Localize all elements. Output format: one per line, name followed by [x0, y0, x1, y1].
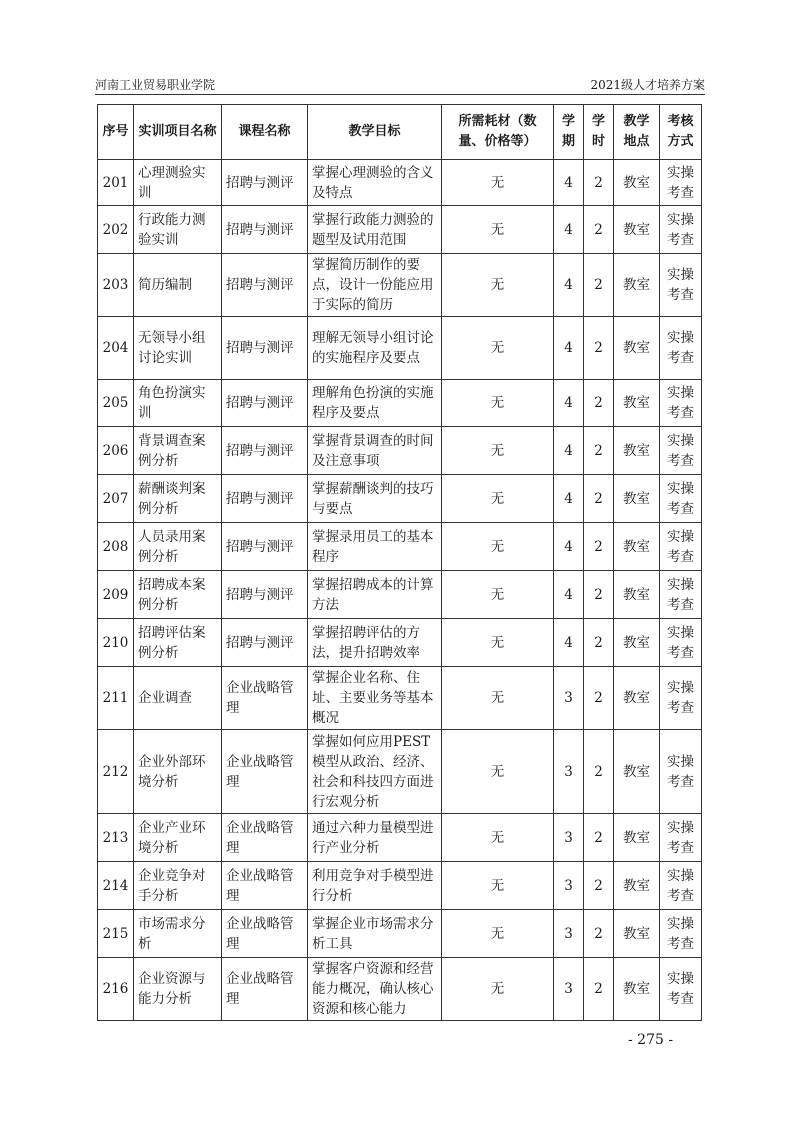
cell-exam-method: 实操考查 — [660, 862, 702, 910]
cell-project-name: 简历编制 — [134, 254, 222, 317]
cell-no: 204 — [98, 317, 134, 380]
cell-course-name: 招聘与测评 — [222, 317, 308, 380]
cell-teaching-goal: 掌握企业市场需求分析工具 — [308, 910, 442, 958]
cell-hours: 2 — [584, 667, 614, 730]
cell-location: 教室 — [614, 523, 660, 571]
table-row — [98, 814, 702, 862]
cell-teaching-goal: 掌握招聘评估的方法，提升招聘效率 — [308, 619, 442, 667]
cell-exam-method: 实操考查 — [660, 730, 702, 814]
cell-materials: 无 — [442, 523, 554, 571]
header-project-name: 实训项目名称 — [134, 105, 222, 160]
cell-hours: 2 — [584, 160, 614, 206]
cell-course-name: 招聘与测评 — [222, 160, 308, 206]
cell-project-name: 企业外部环境分析 — [134, 730, 222, 814]
cell-exam-method: 实操考查 — [660, 523, 702, 571]
cell-location: 教室 — [614, 317, 660, 380]
cell-materials: 无 — [442, 910, 554, 958]
table-row — [98, 862, 702, 910]
cell-exam-method: 实操考查 — [660, 427, 702, 475]
cell-no: 211 — [98, 667, 134, 730]
cell-project-name: 背景调查案例分析 — [134, 427, 222, 475]
cell-course-name: 招聘与测评 — [222, 475, 308, 523]
cell-hours: 2 — [584, 380, 614, 427]
cell-materials: 无 — [442, 475, 554, 523]
cell-course-name: 招聘与测评 — [222, 427, 308, 475]
cell-course-name: 企业战略管理 — [222, 730, 308, 814]
cell-exam-method: 实操考查 — [660, 317, 702, 380]
cell-no: 216 — [98, 958, 134, 1021]
cell-no: 215 — [98, 910, 134, 958]
cell-teaching-goal: 理解角色扮演的实施程序及要点 — [308, 380, 442, 427]
cell-location: 教室 — [614, 160, 660, 206]
cell-materials: 无 — [442, 160, 554, 206]
table-row — [98, 475, 702, 523]
cell-no: 201 — [98, 160, 134, 206]
cell-semester: 4 — [554, 523, 584, 571]
cell-hours: 2 — [584, 619, 614, 667]
cell-semester: 4 — [554, 254, 584, 317]
header-location: 教学地点 — [614, 105, 660, 160]
cell-teaching-goal: 掌握行政能力测验的题型及试用范围 — [308, 206, 442, 254]
cell-materials: 无 — [442, 958, 554, 1021]
table-row — [98, 619, 702, 667]
table-row — [98, 910, 702, 958]
cell-exam-method: 实操考查 — [660, 667, 702, 730]
cell-course-name: 企业战略管理 — [222, 958, 308, 1021]
cell-course-name: 招聘与测评 — [222, 380, 308, 427]
cell-materials: 无 — [442, 206, 554, 254]
cell-project-name: 招聘成本案例分析 — [134, 571, 222, 619]
cell-semester: 4 — [554, 571, 584, 619]
cell-course-name: 企业战略管理 — [222, 910, 308, 958]
cell-hours: 2 — [584, 317, 614, 380]
cell-materials: 无 — [442, 427, 554, 475]
cell-hours: 2 — [584, 427, 614, 475]
table-row — [98, 958, 702, 1021]
cell-semester: 3 — [554, 667, 584, 730]
cell-location: 教室 — [614, 814, 660, 862]
cell-no: 214 — [98, 862, 134, 910]
cell-course-name: 招聘与测评 — [222, 206, 308, 254]
cell-location: 教室 — [614, 380, 660, 427]
cell-project-name: 人员录用案例分析 — [134, 523, 222, 571]
cell-teaching-goal: 掌握招聘成本的计算方法 — [308, 571, 442, 619]
cell-no: 207 — [98, 475, 134, 523]
cell-project-name: 行政能力测验实训 — [134, 206, 222, 254]
header-no: 序号 — [98, 105, 134, 160]
cell-teaching-goal: 掌握客户资源和经营能力概况，确认核心资源和核心能力 — [308, 958, 442, 1021]
cell-teaching-goal: 掌握简历制作的要点，设计一份能应用于实际的简历 — [308, 254, 442, 317]
cell-semester: 4 — [554, 619, 584, 667]
cell-location: 教室 — [614, 862, 660, 910]
table-row — [98, 571, 702, 619]
cell-no: 210 — [98, 619, 134, 667]
cell-project-name: 无领导小组讨论实训 — [134, 317, 222, 380]
cell-semester: 3 — [554, 910, 584, 958]
cell-project-name: 薪酬谈判案例分析 — [134, 475, 222, 523]
cell-teaching-goal: 理解无领导小组讨论的实施程序及要点 — [308, 317, 442, 380]
cell-exam-method: 实操考查 — [660, 910, 702, 958]
cell-semester: 3 — [554, 730, 584, 814]
table-row — [98, 427, 702, 475]
cell-exam-method: 实操考查 — [660, 958, 702, 1021]
cell-materials: 无 — [442, 619, 554, 667]
table-header-row — [98, 105, 702, 160]
table-row — [98, 730, 702, 814]
table-row — [98, 667, 702, 730]
cell-teaching-goal: 掌握心理测验的含义及特点 — [308, 160, 442, 206]
cell-semester: 4 — [554, 317, 584, 380]
cell-semester: 4 — [554, 380, 584, 427]
page-header — [95, 76, 705, 92]
cell-hours: 2 — [584, 206, 614, 254]
cell-project-name: 招聘评估案例分析 — [134, 619, 222, 667]
cell-hours: 2 — [584, 730, 614, 814]
header-course-name: 课程名称 — [222, 105, 308, 160]
cell-teaching-goal: 掌握薪酬谈判的技巧与要点 — [308, 475, 442, 523]
cell-materials: 无 — [442, 730, 554, 814]
table-row — [98, 160, 702, 206]
cell-course-name: 招聘与测评 — [222, 254, 308, 317]
training-projects-table — [97, 104, 702, 1021]
cell-location: 教室 — [614, 427, 660, 475]
cell-course-name: 企业战略管理 — [222, 814, 308, 862]
cell-materials: 无 — [442, 667, 554, 730]
cell-course-name: 招聘与测评 — [222, 571, 308, 619]
cell-semester: 4 — [554, 206, 584, 254]
cell-project-name: 心理测验实训 — [134, 160, 222, 206]
cell-location: 教室 — [614, 958, 660, 1021]
header-materials: 所需耗材（数量、价格等） — [442, 105, 554, 160]
header-hours: 学时 — [584, 105, 614, 160]
cell-teaching-goal: 掌握如何应用PEST模型从政治、经济、社会和科技四方面进行宏观分析 — [308, 730, 442, 814]
cell-project-name: 企业调查 — [134, 667, 222, 730]
cell-semester: 3 — [554, 814, 584, 862]
cell-hours: 2 — [584, 254, 614, 317]
cell-location: 教室 — [614, 910, 660, 958]
header-semester: 学期 — [554, 105, 584, 160]
cell-materials: 无 — [442, 571, 554, 619]
cell-materials: 无 — [442, 862, 554, 910]
cell-exam-method: 实操考查 — [660, 380, 702, 427]
cell-teaching-goal: 利用竞争对手模型进行分析 — [308, 862, 442, 910]
cell-hours: 2 — [584, 910, 614, 958]
cell-hours: 2 — [584, 523, 614, 571]
cell-project-name: 企业竞争对手分析 — [134, 862, 222, 910]
cell-no: 213 — [98, 814, 134, 862]
header-exam-method: 考核方式 — [660, 105, 702, 160]
table-row — [98, 523, 702, 571]
cell-no: 205 — [98, 380, 134, 427]
cell-semester: 4 — [554, 427, 584, 475]
cell-course-name: 招聘与测评 — [222, 619, 308, 667]
cell-no: 208 — [98, 523, 134, 571]
cell-exam-method: 实操考查 — [660, 571, 702, 619]
cell-course-name: 企业战略管理 — [222, 862, 308, 910]
cell-materials: 无 — [442, 380, 554, 427]
cell-hours: 2 — [584, 475, 614, 523]
table-row — [98, 317, 702, 380]
cell-exam-method: 实操考查 — [660, 160, 702, 206]
cell-location: 教室 — [614, 619, 660, 667]
cell-course-name: 招聘与测评 — [222, 523, 308, 571]
cell-materials: 无 — [442, 814, 554, 862]
cell-semester: 4 — [554, 160, 584, 206]
program-title: 2021级人才培养方案 — [590, 78, 705, 92]
cell-course-name: 企业战略管理 — [222, 667, 308, 730]
cell-teaching-goal: 掌握企业名称、住址、主要业务等基本概况 — [308, 667, 442, 730]
header-divider — [95, 94, 705, 95]
cell-teaching-goal: 掌握背景调查的时间及注意事项 — [308, 427, 442, 475]
cell-teaching-goal: 掌握录用员工的基本程序 — [308, 523, 442, 571]
cell-exam-method: 实操考查 — [660, 206, 702, 254]
cell-project-name: 企业资源与能力分析 — [134, 958, 222, 1021]
cell-project-name: 企业产业环境分析 — [134, 814, 222, 862]
cell-no: 203 — [98, 254, 134, 317]
page-number: - 275 - — [628, 1032, 674, 1048]
cell-exam-method: 实操考查 — [660, 254, 702, 317]
cell-exam-method: 实操考查 — [660, 619, 702, 667]
cell-location: 教室 — [614, 667, 660, 730]
cell-semester: 3 — [554, 958, 584, 1021]
cell-hours: 2 — [584, 958, 614, 1021]
cell-no: 212 — [98, 730, 134, 814]
cell-location: 教室 — [614, 730, 660, 814]
cell-hours: 2 — [584, 571, 614, 619]
cell-exam-method: 实操考查 — [660, 814, 702, 862]
cell-materials: 无 — [442, 317, 554, 380]
cell-hours: 2 — [584, 862, 614, 910]
cell-no: 209 — [98, 571, 134, 619]
cell-location: 教室 — [614, 254, 660, 317]
cell-project-name: 角色扮演实训 — [134, 380, 222, 427]
cell-semester: 3 — [554, 862, 584, 910]
cell-location: 教室 — [614, 571, 660, 619]
table-row — [98, 380, 702, 427]
cell-teaching-goal: 通过六种力量模型进行产业分析 — [308, 814, 442, 862]
cell-semester: 4 — [554, 475, 584, 523]
cell-no: 206 — [98, 427, 134, 475]
cell-no: 202 — [98, 206, 134, 254]
cell-hours: 2 — [584, 814, 614, 862]
cell-project-name: 市场需求分析 — [134, 910, 222, 958]
header-teaching-goal: 教学目标 — [308, 105, 442, 160]
school-name: 河南工业贸易职业学院 — [95, 78, 216, 92]
cell-materials: 无 — [442, 254, 554, 317]
table-row — [98, 206, 702, 254]
cell-location: 教室 — [614, 206, 660, 254]
cell-location: 教室 — [614, 475, 660, 523]
table-row — [98, 254, 702, 317]
cell-exam-method: 实操考查 — [660, 475, 702, 523]
